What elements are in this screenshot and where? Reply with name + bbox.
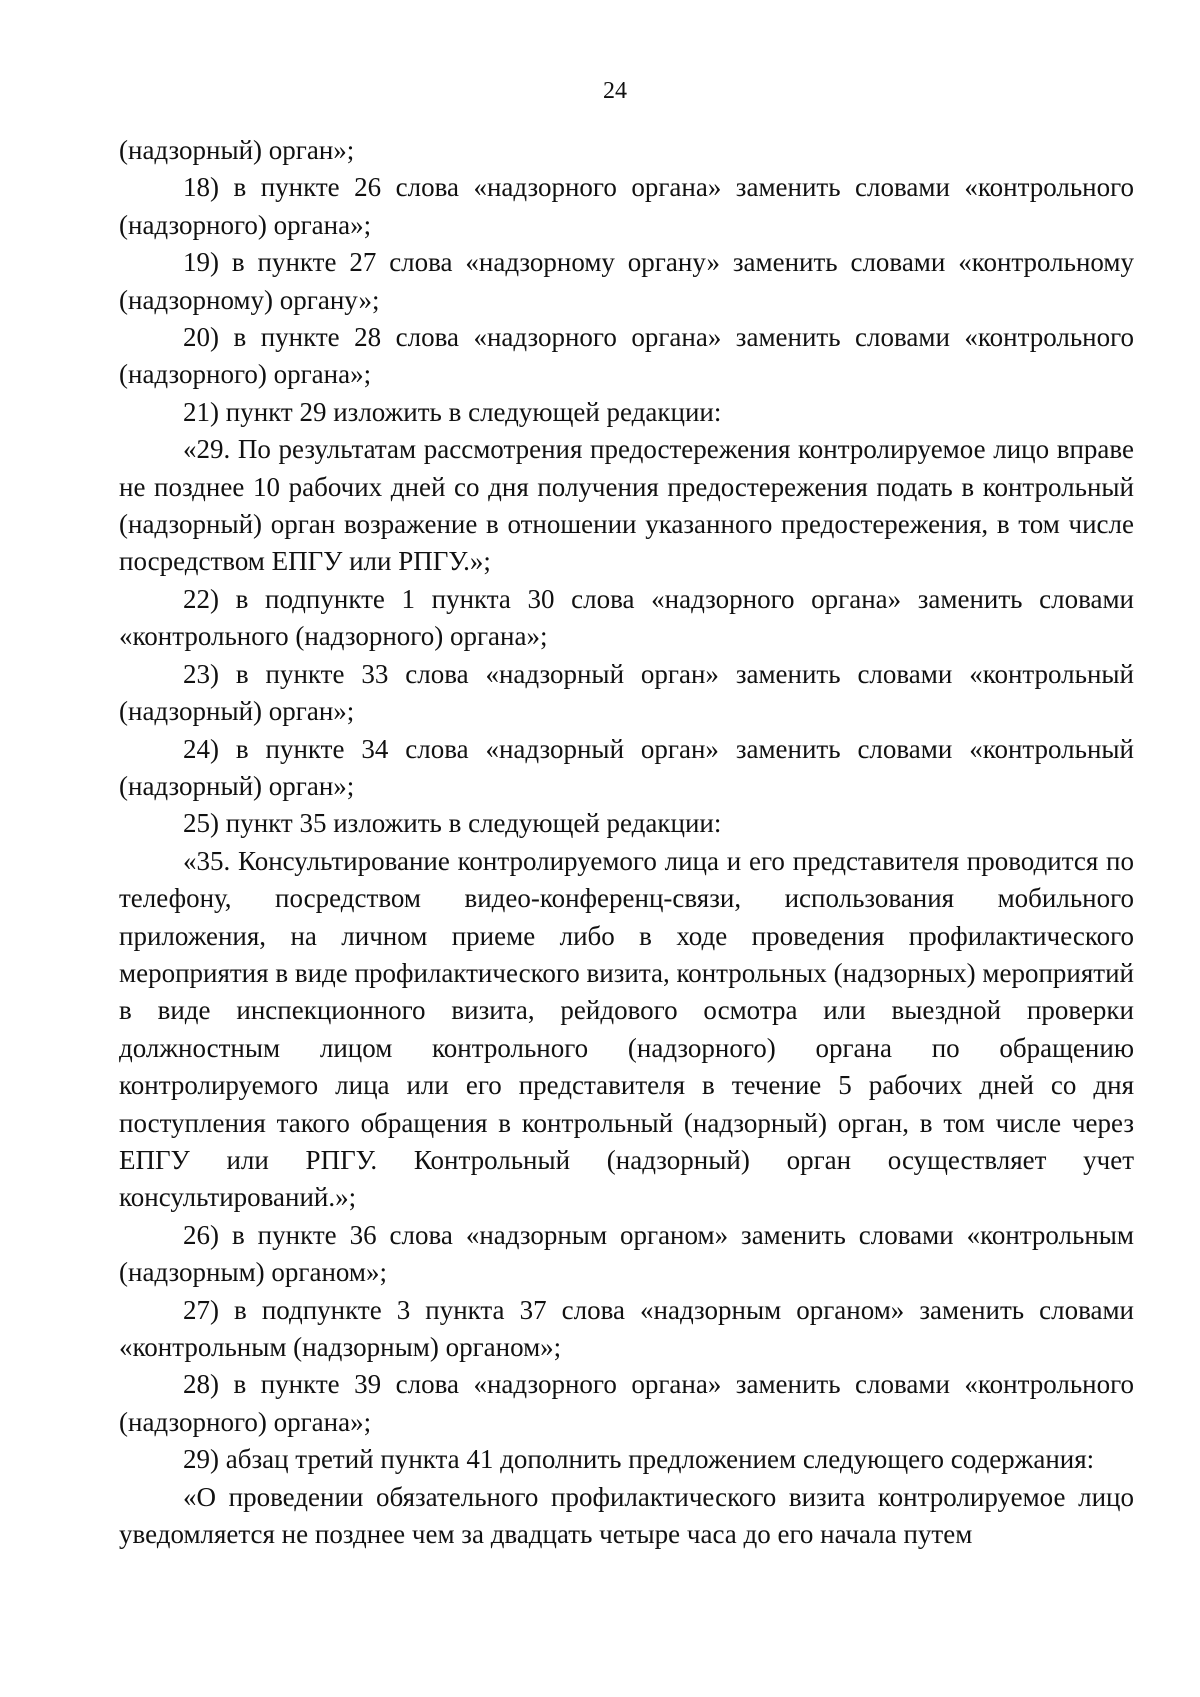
paragraph-quote-visit: «О проведении обязательного профилактического визита контролируемое лицо уведомляется не позднее чем за двадцать четыре часа до его начала путем (119, 1481, 1134, 1550)
paragraph-item-28: 28) в пункте 39 слова «надзорного органа» заменить словами «контрольного (надзорного) органа»; (119, 1369, 1134, 1437)
paragraph-item-18: 18) в пункте 26 слова «надзорного органа» заменить словами «контрольного (надзорного) органа»; (119, 172, 1134, 240)
document-body (119, 132, 1134, 1553)
paragraph-item-27: 27) в подпункте 3 пункта 37 слова «надзорным органом» заменить словами «контрольным (надзорным) органом»; (119, 1294, 1134, 1362)
paragraph-item-29: 29) абзац третий пункта 41 дополнить предложением следующего содержания: (183, 1444, 1095, 1475)
paragraph-item-22: 22) в подпункте 1 пункта 30 слова «надзорного органа» заменить словами «контрольного (надзорного) органа»; (119, 583, 1134, 652)
paragraph-item-24: 24) в пункте 34 слова «надзорный орган» заменить словами «контрольный (надзорный) орган»; (119, 733, 1134, 801)
paragraph-item-25: 25) пункт 35 изложить в следующей редакции: (183, 808, 722, 839)
paragraph-item-23: 23) в пункте 33 слова «надзорный орган» заменить словами «контрольный (надзорный) орган»; (119, 658, 1134, 727)
page-number: 24 (603, 78, 627, 104)
paragraph-item-21: 21) пункт 29 изложить в следующей редакции: (183, 396, 722, 427)
paragraph-item-20: 20) в пункте 28 слова «надзорного органа» заменить словами «контрольного (надзорного) органа»; (119, 322, 1134, 390)
paragraph-continuation: (надзорный) орган»; (119, 135, 355, 165)
paragraph-quote-29: «29. По результатам рассмотрения предостережения контролируемое лицо вправе не позднее 10 рабочих дней со дня получения предостережения подать в контрольный (надзорный) орган возражение в отношении указанного предостережения, в том числе посредством ЕПГУ или РПГУ.»; (119, 434, 1134, 577)
paragraph-item-19: 19) в пункте 27 слова «надзорному органу» заменить словами «контрольному (надзорному) органу»; (119, 247, 1134, 315)
paragraph-quote-35: «35. Консультирование контролируемого лица и его представителя проводится по телефону, посредством видео-конференц-связи, использования мобильного приложения, на личном приеме либо в ходе проведения профилактического мероприятия в виде профилактического визита, контрольных (надзорных) мероприятий в виде инспекционного визита, рейдового осмотра или выездной проверки должностным лицом контрольного (надзорного) органа по обращению контролируемого лица или его представителя в течение 5 рабочих дней со дня поступления такого обращения в контрольный (надзорный) орган, в том числе через ЕПГУ или РПГУ. Контрольный (надзорный) орган осуществляет учет консультирований.»; (119, 845, 1134, 1213)
paragraph-item-26: 26) в пункте 36 слова «надзорным органом» заменить словами «контрольным (надзорным) органом»; (119, 1219, 1134, 1288)
